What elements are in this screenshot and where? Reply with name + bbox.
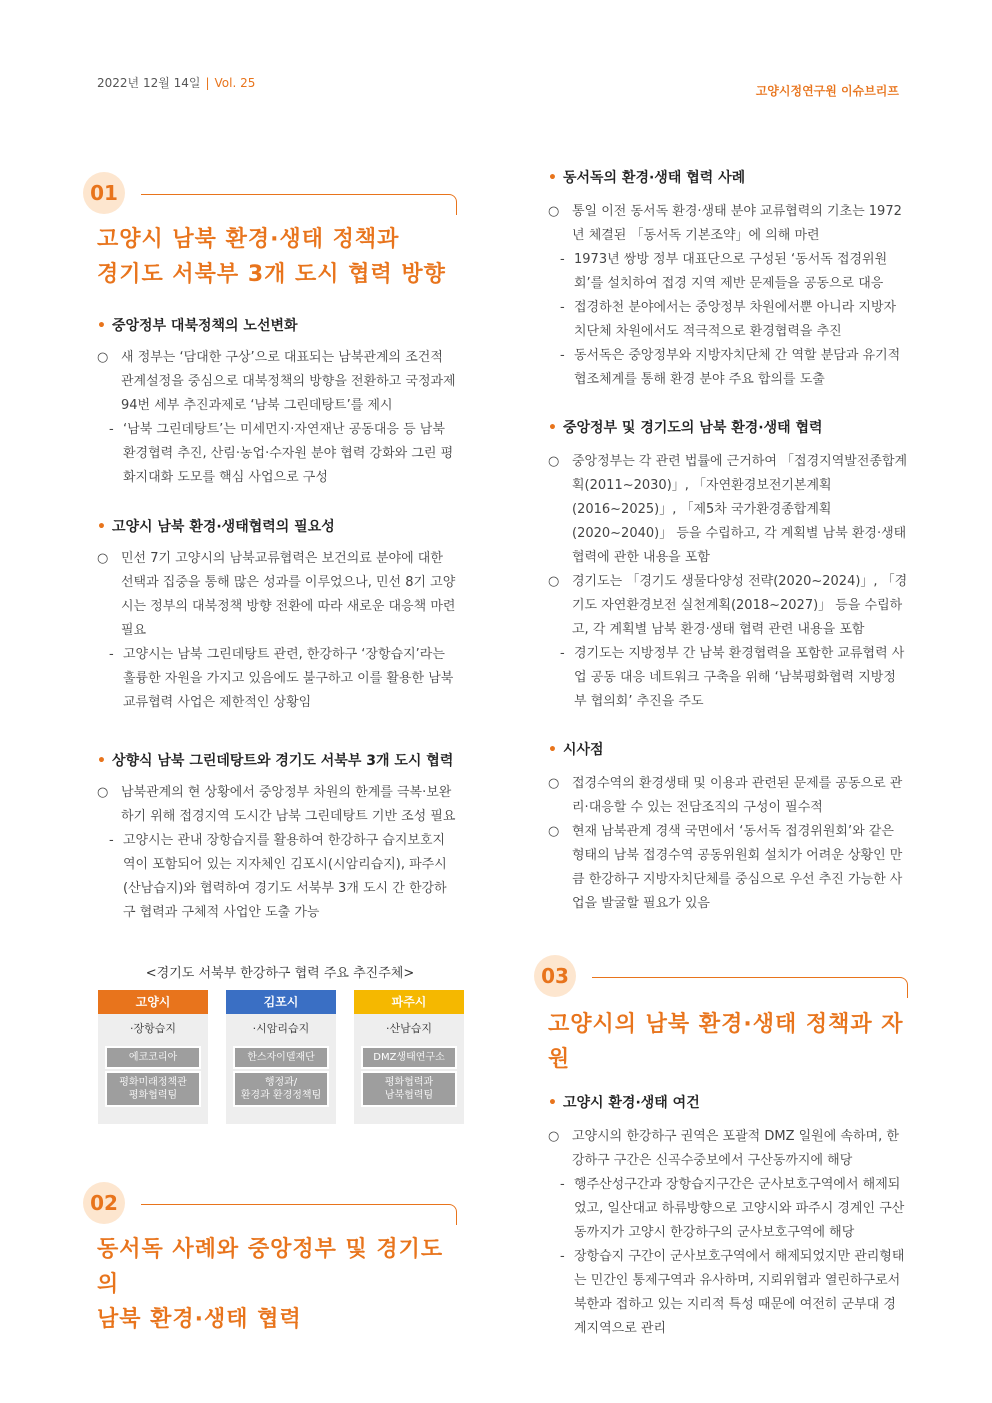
dash-bullet-icon: - — [109, 833, 114, 848]
dash-bullet-icon: - — [109, 422, 114, 437]
dash-bullet-icon: - — [560, 252, 565, 267]
section-number-badge: 03 — [534, 955, 576, 997]
paragraph-dash — [548, 344, 908, 392]
issue-date — [97, 74, 255, 91]
subheading-implications — [548, 738, 908, 762]
section-03 — [541, 955, 908, 1341]
paragraph-text: 동서독은 중앙정부와 지방자치단체 간 역할 분담과 유기적 협조체계를 통해 환경 분야 주요 합의를 도출 — [574, 348, 901, 387]
paragraph-dash — [548, 1173, 908, 1245]
section-01-header — [90, 172, 457, 216]
header-separator: | — [205, 76, 210, 90]
circle-bullet-icon: ○ — [97, 350, 109, 365]
section-divider — [141, 194, 457, 215]
dash-bullet-icon: - — [560, 348, 565, 363]
dept-line-2: 환경과 환경정책팀 — [240, 1090, 322, 1101]
dept-line-1: 평화협력과 — [384, 1077, 434, 1088]
subheading-text: 고양시 남북 환경·생태협력의 필요성 — [111, 519, 335, 535]
subheading-gov-cooperation — [548, 416, 908, 440]
dept-line-1: 행정과/ — [264, 1077, 298, 1088]
section-divider — [592, 977, 908, 998]
paragraph-dash — [548, 642, 908, 714]
table-column-gimpo — [226, 990, 336, 1124]
paragraph-circle — [97, 346, 457, 418]
paragraph-dash — [97, 418, 457, 490]
paragraph-text: ‘남북 그린데탕트’는 미세먼지·자연재난 공동대응 등 남북 환경협력 추진, 산림·농업·수자원 분야 협력 강화와 그린 평화지대화 도모를 핵심 사업으로 구성 — [123, 422, 454, 485]
paragraph-dash — [548, 248, 908, 296]
paragraph-circle — [548, 200, 908, 248]
paragraph-text: 새 정부는 ‘담대한 구상’으로 대표되는 남북관계의 조건적 관계설정을 중심으로 대북정책의 방향을 전환하고 국정과제 94번 세부 추진과제로 ‘남북 그린데탕트’를 제시 — [121, 350, 456, 413]
table-caption: <경기도 서북부 한강하구 협력 주요 추진주체> — [145, 966, 415, 981]
bullet-dot-icon: • — [548, 742, 557, 758]
subheading-bottom-up — [97, 749, 457, 773]
title-line-2: 경기도 서북부 3개 도시 협력 방향 — [97, 262, 446, 287]
subheading-text: 시사점 — [562, 742, 604, 758]
section-02-body — [548, 166, 908, 916]
section-01-title — [97, 222, 457, 292]
org-box: 에코코리아 — [105, 1046, 201, 1069]
paragraph-text: 1973년 쌍방 정부 대표단으로 구성된 ‘동서독 접경위원회’를 설치하여 접경 지역 제반 문제들을 공동으로 대응 — [574, 252, 888, 291]
date-text: 2022년 12월 14일 — [97, 76, 201, 90]
paragraph-circle — [548, 820, 908, 916]
paragraph-dash — [548, 296, 908, 344]
circle-bullet-icon: ○ — [548, 776, 560, 791]
wetland-name: ·산남습지 — [385, 1022, 432, 1035]
paragraph-text: 경기도는 지방정부 간 남북 환경협력을 포함한 교류협력 사업 공동 대응 네트워크 구축을 위해 ‘남북평화협력 지방정부 협의회’ 추진을 주도 — [574, 646, 905, 709]
section-02-title — [97, 1232, 457, 1337]
title-line-2: 남북 환경·생태 협력 — [97, 1307, 302, 1332]
circle-bullet-icon: ○ — [548, 204, 560, 219]
dash-bullet-icon: - — [560, 646, 565, 661]
dept-line-1: 평화미래정책관 — [119, 1077, 187, 1088]
column-header: 파주시 — [354, 990, 464, 1014]
paragraph-text: 접경수역의 환경생태 및 이용과 관련된 문제를 공동으로 관리·대응할 수 있는 전담조직의 구성이 필수적 — [572, 776, 903, 815]
paragraph-text: 장항습지 구간이 군사보호구역에서 해제되었지만 관리형태는 민간인 통제구역과 유사하며, 지뢰위협과 열린하구로서 북한과 접하고 있는 지리적 특성 때문에 여전히 군부대 경계지역으로 관리 — [574, 1249, 905, 1336]
subheading-german-case — [548, 166, 908, 190]
subheading-necessity — [97, 515, 457, 539]
paragraph-text: 민선 7기 고양시의 남북교류협력은 보건의료 분야에 대한 선택과 집중을 통해 많은 성과를 이루었으나, 민선 8기 고양시는 정부의 대북정책 방향 전환에 따라 새로운 대응책 마련 필요 — [121, 551, 456, 638]
dept-box — [105, 1071, 201, 1107]
bullet-dot-icon: • — [97, 318, 106, 334]
paragraph-text: 행주산성구간과 장항습지구간은 군사보호구역에서 해제되었고, 일산대교 하류방향으로 고양시와 파주시 경계인 구산동까지가 고양시 한강하구의 군사보호구역에 해당 — [574, 1177, 905, 1240]
section-number-badge: 02 — [83, 1182, 125, 1224]
paragraph-text: 고양시는 남북 그린데탕트 관련, 한강하구 ‘장항습지’라는 훌륭한 자원을 가지고 있음에도 불구하고 이를 활용한 남북교류협력 사업은 제한적인 상황임 — [123, 647, 454, 710]
title-line-1: 고양시 남북 환경·생태 정책과 — [97, 227, 400, 252]
subheading-text: 고양시 환경·생태 여건 — [562, 1095, 700, 1111]
dash-bullet-icon: - — [560, 1249, 565, 1264]
bullet-dot-icon: • — [548, 170, 557, 186]
paragraph-text: 고양시는 관내 장항습지를 활용하여 한강하구 습지보호지역이 포함되어 있는 지자체인 김포시(시암리습지), 파주시(산남습지)와 협력하여 경기도 서북부 3개 도시 간 한강하구 협력과 구체적 사업안 도출 가능 — [123, 833, 447, 920]
bullet-dot-icon: • — [97, 753, 106, 769]
subheading-text: 동서독의 환경·생태 협력 사례 — [562, 170, 746, 186]
wetland-name: ·장항습지 — [129, 1022, 176, 1035]
subheading-conditions — [548, 1091, 908, 1115]
paragraph-text: 고양시의 한강하구 권역은 포괄적 DMZ 일원에 속하며, 한강하구 구간은 신곡수중보에서 구산동까지에 해당 — [572, 1129, 899, 1168]
circle-bullet-icon: ○ — [548, 824, 560, 839]
paragraph-text: 접경하천 분야에서는 중앙정부 차원에서뿐 아니라 지방자치단체 차원에서도 적극적으로 환경협력을 추진 — [574, 300, 897, 339]
paragraph-text: 중앙정부는 각 관련 법률에 근거하여 「접경지역발전종합계획(2011~2030)」, 「자연환경보전기본계획(2016~2025)」, 「제5차 국가환경종합계획(2020~2040)」 등을 수립하고, 각 계획별 남북 환경·생태 협력에 관한 내용을 포함 — [572, 454, 908, 565]
dept-box — [233, 1071, 329, 1107]
dash-bullet-icon: - — [560, 300, 565, 315]
bullet-dot-icon: • — [548, 420, 557, 436]
subheading-text: 중앙정부 대북정책의 노선변화 — [111, 318, 298, 334]
section-03-header — [541, 955, 908, 999]
paragraph-dash — [97, 829, 457, 925]
section-03-title: 고양시의 남북 환경·생태 정책과 자원 — [548, 1012, 904, 1072]
section-divider — [141, 1204, 457, 1225]
org-box: 한스자이델재단 — [233, 1046, 329, 1069]
paragraph-circle — [97, 547, 457, 643]
paragraph-circle — [548, 450, 908, 570]
org-box: DMZ생태연구소 — [361, 1046, 457, 1069]
publisher-name: 고양시정연구원 이슈브리프 — [755, 84, 899, 98]
bullet-dot-icon: • — [548, 1095, 557, 1111]
dash-bullet-icon: - — [560, 1177, 565, 1192]
subheading-text: 상향식 남북 그린데탕트와 경기도 서북부 3개 도시 협력 — [111, 753, 454, 769]
wetland-name: ·시암리습지 — [252, 1022, 310, 1035]
table-column-paju — [354, 990, 464, 1124]
dash-bullet-icon: - — [109, 647, 114, 662]
column-header: 김포시 — [226, 990, 336, 1014]
circle-bullet-icon: ○ — [548, 1129, 560, 1144]
column-header: 고양시 — [98, 990, 208, 1014]
paragraph-dash — [97, 643, 457, 715]
paragraph-text: 통일 이전 동서독 환경·생태 분야 교류협력의 기초는 1972년 체결된 「동서독 기본조약」에 의해 마련 — [572, 204, 902, 243]
section-01 — [90, 172, 457, 925]
title-line-1: 동서독 사례와 중앙정부 및 경기도의 — [97, 1237, 444, 1297]
section-number-badge: 01 — [83, 172, 125, 214]
dept-line-2: 남북협력팀 — [384, 1090, 434, 1101]
dept-line-2: 평화협력팀 — [128, 1090, 178, 1101]
paragraph-circle — [548, 772, 908, 820]
paragraph-circle — [548, 570, 908, 642]
paragraph-text: 현재 남북관계 경색 국면에서 ‘동서독 접경위원회’와 같은 형태의 남북 접경수역 공동위원회 설치가 어려운 상황인 만큼 한강하구 지방자치단체를 중심으로 우선 추진 가능한 사업을 발굴할 필요가 있음 — [572, 824, 903, 911]
section-02-header — [90, 1182, 457, 1226]
volume-number: Vol. 25 — [214, 76, 256, 90]
subheading-text: 중앙정부 및 경기도의 남북 환경·생태 협력 — [562, 420, 823, 436]
dept-box — [361, 1071, 457, 1107]
bullet-dot-icon: • — [97, 519, 106, 535]
circle-bullet-icon: ○ — [97, 551, 109, 566]
subheading-policy-shift — [97, 314, 457, 338]
circle-bullet-icon: ○ — [548, 454, 560, 469]
paragraph-dash — [548, 1245, 908, 1341]
section-02 — [90, 1182, 457, 1337]
paragraph-text: 남북관계의 현 상황에서 중앙정부 차원의 한계를 극복·보완하기 위해 접경지역 도시간 남북 그린데탕트 기반 조성 필요 — [121, 785, 456, 824]
paragraph-text: 경기도는 「경기도 생물다양성 전략(2020~2024)」, 「경기도 자연환경보전 실천계획(2018~2027)」 등을 수립하고, 각 계획별 남북 환경·생태 협력 관련 내용을 포함 — [572, 574, 908, 637]
paragraph-circle — [548, 1125, 908, 1173]
circle-bullet-icon: ○ — [548, 574, 560, 589]
paragraph-circle — [97, 781, 457, 829]
table-column-goyang — [98, 990, 208, 1124]
circle-bullet-icon: ○ — [97, 785, 109, 800]
